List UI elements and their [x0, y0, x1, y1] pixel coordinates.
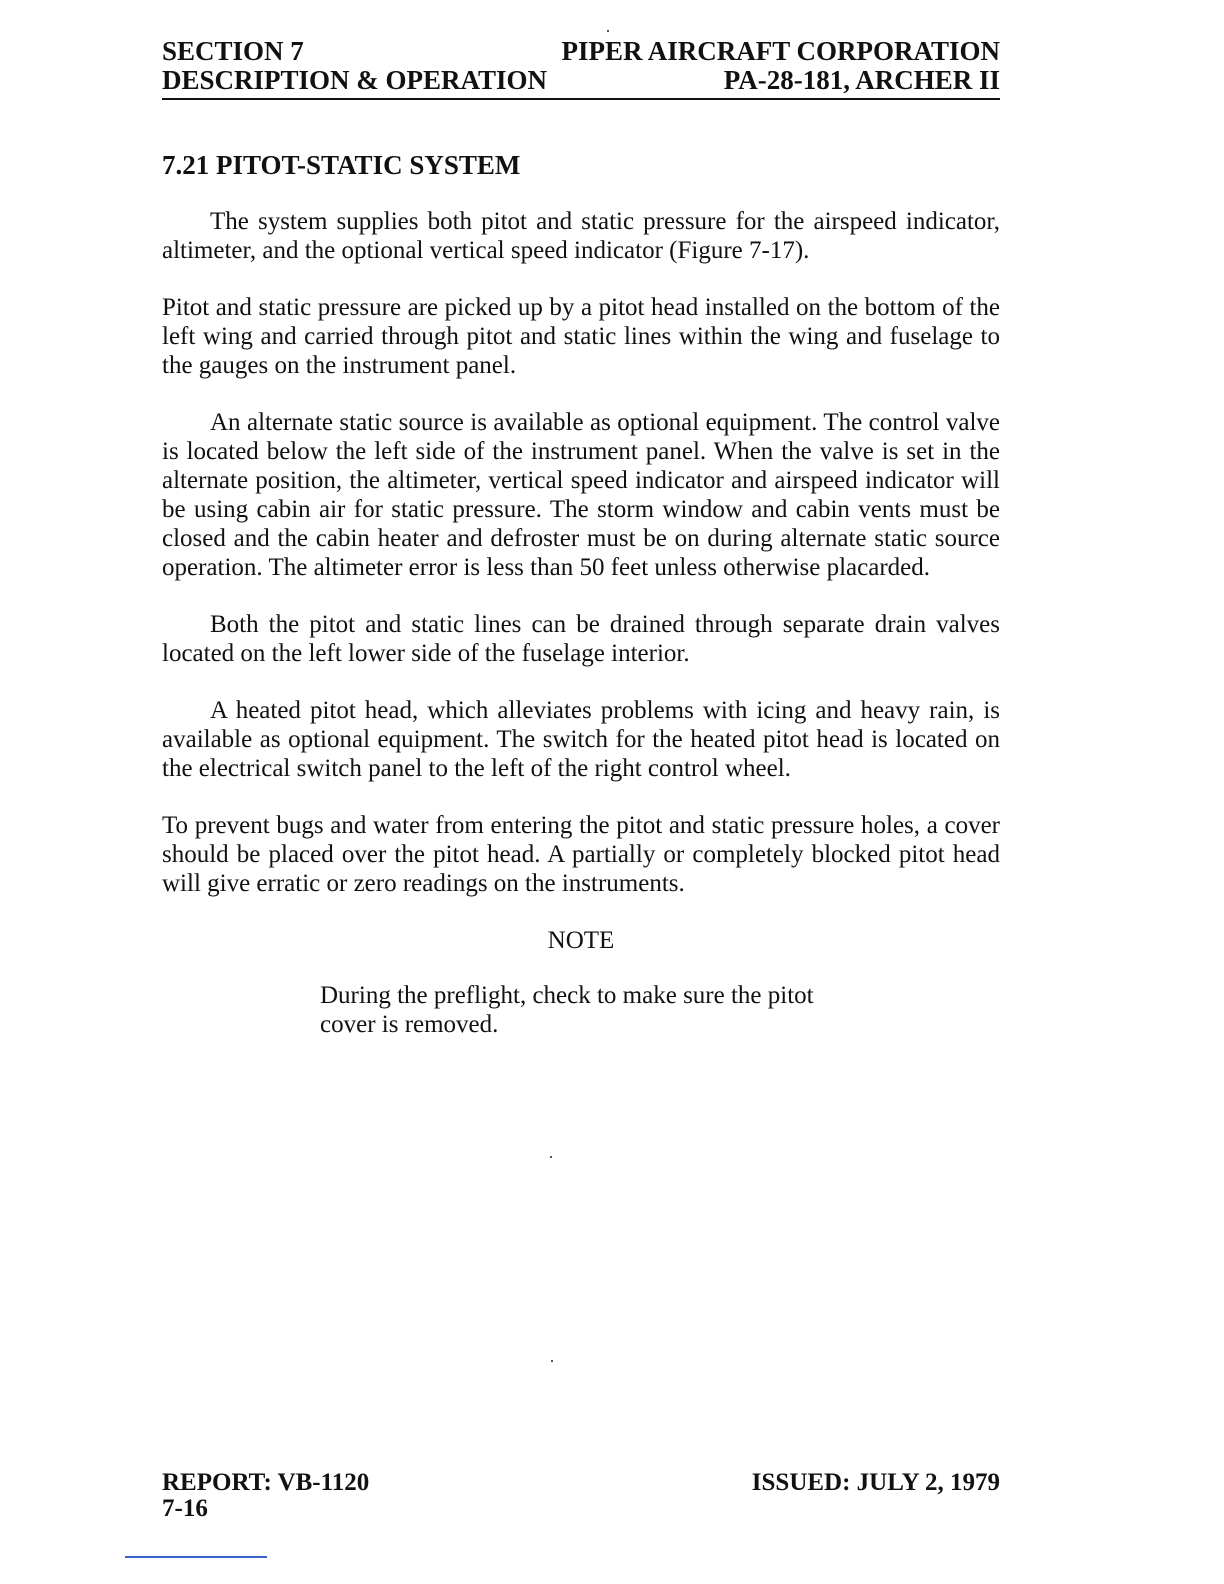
scan-speck — [607, 30, 609, 32]
section-title: 7.21 PITOT-STATIC SYSTEM — [162, 150, 521, 180]
note-text: During the preflight, check to make sure the pitot cover is removed. — [320, 982, 814, 1038]
paragraph-pitot-cover: To prevent bugs and water from entering the pitot and static pressure holes, a cover should be placed over the pitot head. A partially or completely blocked pitot head will give erratic or zero readings on the instruments. — [162, 812, 1000, 897]
paragraph-system-overview: The system supplies both pitot and static pressure for the airspeed indicator, altimeter, and the optional vertical speed indicator (Figure 7-17). — [162, 208, 1000, 264]
paragraph-drain-valves: Both the pitot and static lines can be drained through separate drain valves located on the left lower side of the fuselage interior. — [162, 611, 1000, 667]
header-model: PA-28-181, ARCHER II — [723, 65, 1000, 95]
footer-page-number: 7-16 — [162, 1495, 208, 1522]
footer-report: REPORT: VB-1120 — [162, 1469, 370, 1496]
paragraph-pitot-head: Pitot and static pressure are picked up by a pitot head installed on the bottom of the left wing and carried through pitot and static lines within the wing and fuselage to the gauges on the instrument panel. — [162, 294, 1000, 379]
header-company: PIPER AIRCRAFT CORPORATION — [561, 36, 1000, 66]
scan-speck — [550, 1156, 552, 1158]
paragraph-alternate-static: An alternate static source is available as optional equipment. The control valve is located below the left side of the instrument panel. When the valve is set in the alternate position, the altimeter, vertical speed indicator and airspeed indicator will be using cabin air for static pressure. The storm window and cabin vents must be closed and the cabin heater and defroster must be on during alternate static source operation. The altimeter error is less than 50 feet unless otherwise placarded. — [162, 409, 1000, 581]
paragraph-heated-pitot: A heated pitot head, which alleviates problems with icing and heavy rain, is available as optional equipment. The switch for the heated pitot head is located on the electrical switch panel to the left of the right control wheel. — [162, 697, 1000, 782]
page-header — [162, 36, 1000, 100]
note-heading: NOTE — [547, 927, 615, 954]
header-chapter: DESCRIPTION & OPERATION — [162, 65, 548, 95]
footer-issued: ISSUED: JULY 2, 1979 — [751, 1469, 1000, 1496]
header-section: SECTION 7 — [162, 36, 304, 66]
scan-speck — [551, 1360, 553, 1362]
margin-link-underline[interactable] — [125, 1556, 267, 1558]
document-page — [162, 36, 1000, 1546]
